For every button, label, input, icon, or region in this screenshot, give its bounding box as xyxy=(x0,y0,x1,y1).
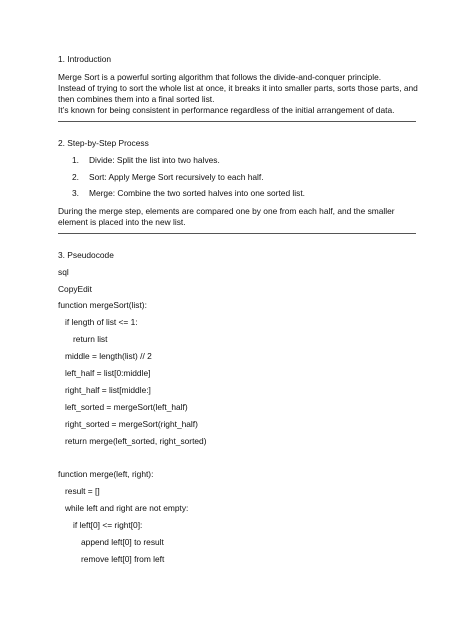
pseudocode-heading: 3. Pseudocode xyxy=(58,250,114,260)
code-line: middle = length(list) // 2 xyxy=(65,351,152,361)
step-text: Divide: Split the list into two halves. xyxy=(89,155,220,165)
intro-line: It’s known for being consistent in performance regardless of the initial arrangement of data. xyxy=(58,105,395,115)
steps-note-line: During the merge step, elements are compared one by one from each half, and the smaller xyxy=(58,206,395,216)
step-item xyxy=(72,155,220,166)
code-line: left_half = list[0:middle] xyxy=(65,368,151,378)
code-line: return merge(left_sorted, right_sorted) xyxy=(65,436,207,446)
code-line: right_half = list[middle:] xyxy=(65,385,151,395)
section-divider xyxy=(58,233,416,234)
step-item xyxy=(72,172,264,183)
code-line: if left[0] <= right[0]: xyxy=(73,520,143,530)
code-line: append left[0] to result xyxy=(81,537,164,547)
code-line: left_sorted = mergeSort(left_half) xyxy=(65,402,188,412)
steps-heading: 2. Step-by-Step Process xyxy=(58,138,149,148)
step-number: 2. xyxy=(72,172,79,182)
intro-heading: 1. Introduction xyxy=(58,54,112,64)
intro-line: then combines them into a final sorted list. xyxy=(58,94,215,104)
code-line: function merge(left, right): xyxy=(58,469,154,479)
code-line: function mergeSort(list): xyxy=(58,300,147,310)
steps-note-line: element is placed into the new list. xyxy=(58,217,186,227)
intro-line: Instead of trying to sort the whole list at once, it breaks it into smaller parts, sorts those parts, and xyxy=(58,83,418,93)
intro-line: Merge Sort is a powerful sorting algorithm that follows the divide-and-conquer principle. xyxy=(58,72,382,82)
step-number: 3. xyxy=(72,188,79,198)
code-line: result = [] xyxy=(65,486,100,496)
code-line: while left and right are not empty: xyxy=(65,503,189,513)
code-language-label: sql xyxy=(58,267,69,277)
code-line: right_sorted = mergeSort(right_half) xyxy=(65,419,198,429)
step-number: 1. xyxy=(72,155,79,165)
copy-edit-label[interactable]: CopyEdit xyxy=(58,284,92,294)
step-item xyxy=(72,188,305,199)
section-divider xyxy=(58,121,416,122)
code-line: remove left[0] from left xyxy=(81,554,165,564)
code-line: if length of list <= 1: xyxy=(65,317,138,327)
step-text: Sort: Apply Merge Sort recursively to each half. xyxy=(89,172,264,182)
step-text: Merge: Combine the two sorted halves into one sorted list. xyxy=(89,188,305,198)
code-line: return list xyxy=(73,334,108,344)
